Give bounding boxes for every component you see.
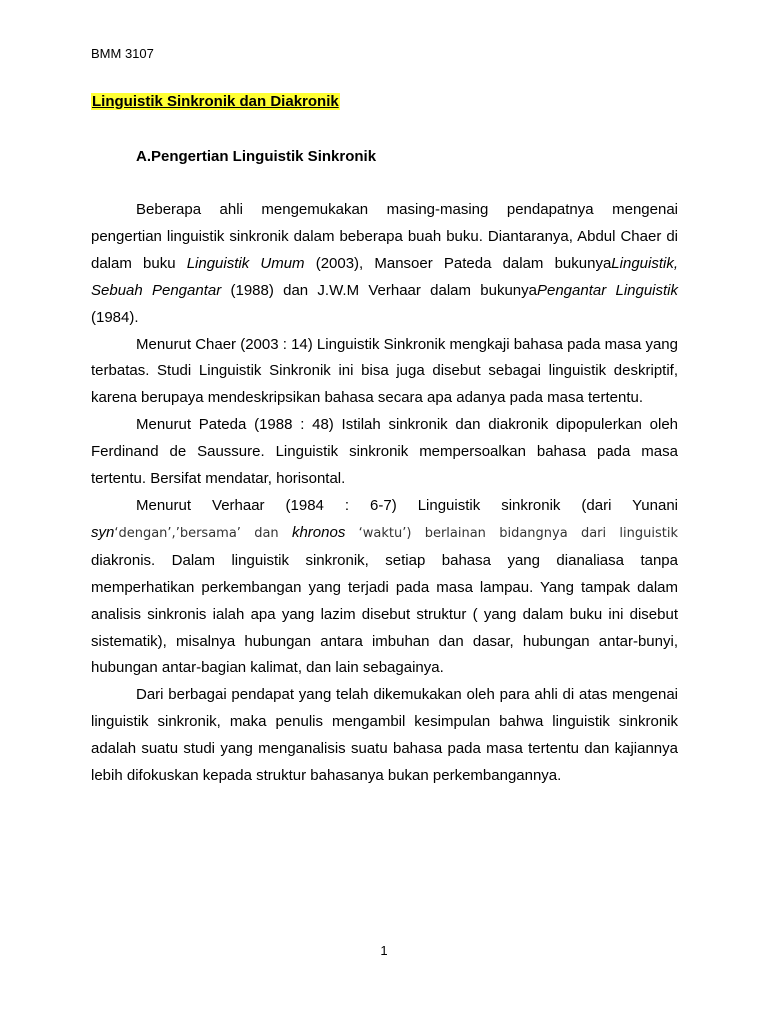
term-syn: syn	[91, 523, 115, 541]
gloss-syn: ‘dengan’,’bersama’ dan	[114, 525, 292, 541]
paragraph-4-text-a: Menurut Verhaar (1984 : 6-7) Linguistik sinkronik (dari Yunani	[136, 496, 678, 514]
body-text	[91, 197, 678, 790]
paragraph-1-text-c: (1988) dan J.W.M Verhaar dalam bukunya	[221, 281, 537, 299]
document-title	[91, 92, 340, 112]
paragraph-1-text-a: Beberapa ahli mengemukakan masing-masing pendapatnya mengenai pengertian linguistik sinkronik dalam beberapa buah buku. Diantaranya, Abdul Chaer di dalam buku	[91, 201, 678, 272]
gloss-khronos: ‘waktu’) berlainan bidangnya dari linguistik	[345, 525, 679, 541]
paragraph-5: Dari berbagai pendapat yang telah dikemukakan oleh para ahli di atas mengenai linguistik sinkronik, maka penulis mengambil kesimpulan bahwa linguistik sinkronik adalah suatu studi yang menganalisis suatu bahasa pada masa tertentu dan kajiannya lebih difokuskan kepada struktur bahasanya bukan perkembangannya.	[91, 686, 678, 785]
page-number: 1	[380, 943, 388, 958]
term-khronos: khronos	[291, 523, 346, 541]
section-title: A.Pengertian Linguistik Sinkronik	[136, 148, 377, 165]
paragraph-1-text-d: (1984).	[91, 308, 139, 326]
paragraph-1	[91, 197, 678, 332]
paragraph-4-text-b: diakronis. Dalam linguistik sinkronik, setiap bahasa yang dianaliasa tanpa memperhatikan perkembangan yang terjadi pada masa lampau. Yang tampak dalam analisis sinkronis ialah apa yang lazim disebut struktur ( yang dalam buku ini disebut sistematik), misalnya hubungan antara imbuhan dan dasar, hubungan antar-bunyi, hubungan antar-bagian kalimat, dan lain sebagainya.	[91, 551, 678, 677]
page-header-code: BMM 3107	[91, 46, 154, 61]
paragraph-4	[91, 493, 678, 682]
document-title-text: Linguistik Sinkronik dan Diakronik	[92, 93, 339, 110]
paragraph-2: Menurut Chaer (2003 : 14) Linguistik Sinkronik mengkaji bahasa pada masa yang terbatas. Studi Linguistik Sinkronik ini bisa juga disebut sebagai linguistik deskriptif, karena berupaya mendeskripsikan bahasa secara apa adanya pada masa tertentu.	[91, 335, 678, 407]
book-title-pengantar-linguistik: Pengantar Linguistik	[536, 281, 679, 299]
paragraph-1-text-b: (2003), Mansoer Pateda dalam bukunya	[304, 254, 612, 272]
book-title-linguistik-umum: Linguistik Umum	[186, 254, 305, 272]
paragraph-3: Menurut Pateda (1988 : 48) Istilah sinkronik dan diakronik dipopulerkan oleh Ferdinand de Saussure. Linguistik sinkronik mempersoalkan bahasa pada masa tertentu. Bersifat mendatar, horisontal.	[91, 416, 678, 488]
book-title-sebuah-pengantar: Linguistik, Sebuah Pengantar	[91, 254, 678, 299]
